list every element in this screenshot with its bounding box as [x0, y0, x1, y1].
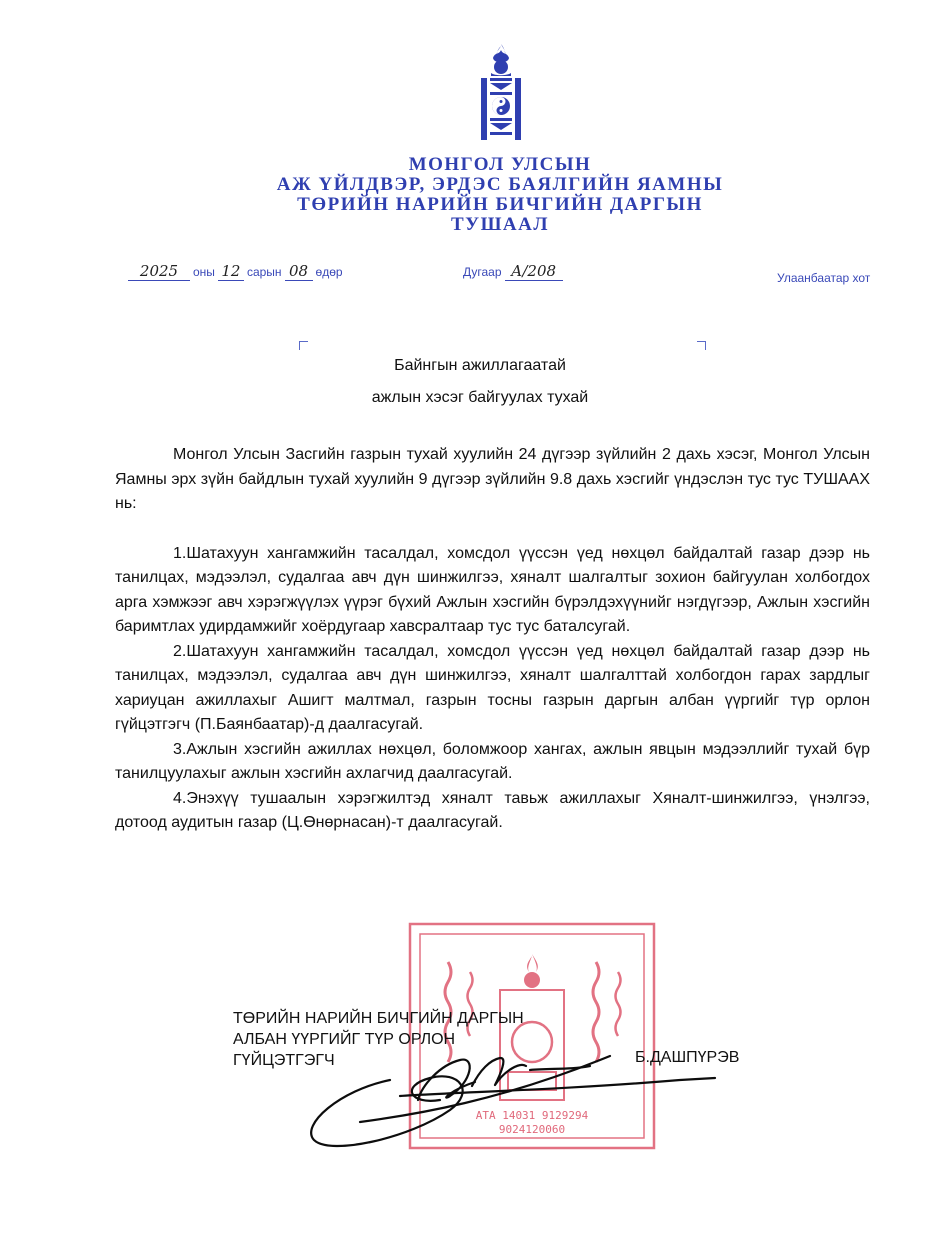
subject-line-2: ажлын хэсэг байгуулах тухай	[371, 389, 589, 406]
date-month: 12	[218, 262, 244, 281]
order-number	[463, 262, 563, 281]
subject-line-1: Байнгын ажиллагаатай	[394, 357, 566, 374]
signer-name: Б.ДАШПҮРЭВ	[635, 1049, 740, 1066]
place: Улаанбаатар хот	[777, 271, 871, 285]
order-number-label: Дугаар	[463, 265, 502, 279]
order-item-2: 2.Шатахуун хангамжийн тасалдал, хомсдол үүссэн үед нөхцөл байдалтай газар дээр нь танилцах, мэдээлэл, судалгаа авч дүн шинжилгээ, хяналт шалгалттай холбогдон гарах зардлыг хариуцан ажиллахыг Ашигт малтмал, газрын тосны газрын даргын албан үүргийг түр орлон гүйцэтгэгч (П.Баянбаатар)-д даалгасугай.	[115, 642, 870, 733]
signer-title-line-2: АЛБАН ҮҮРГИЙГ ТҮР ОРЛОН	[233, 1031, 456, 1048]
date-line	[128, 262, 346, 281]
header-line-country: МОНГОЛ УЛСЫН	[408, 154, 592, 175]
stamp-code-2: 9024120060	[498, 1123, 566, 1136]
corner-mark-left	[299, 341, 308, 350]
soyombo-emblem	[473, 42, 529, 144]
header-line-secretary: ТӨРИЙН НАРИЙН БИЧГИЙН ДАРГЫН	[297, 194, 703, 215]
date-year-label: оны	[193, 265, 215, 279]
handwritten-signature	[300, 1030, 720, 1160]
date-day: 08	[285, 262, 313, 281]
document-subject	[250, 350, 710, 414]
order-item-1: 1.Шатахуун хангамжийн тасалдал, хомсдол үүссэн үед нөхцөл байдалтай газар дээр нь танилцах, мэдээлэл, судалгаа авч дүн шинжилгээ, хяналт шалгалтыг зохион байгуулан холбогдох арга хэмжээг авч хэрэгжүүлэх үүрэг бүхий Ажлын хэсгийн бүрэлдэхүүнийг нэгдүгээр, Ажлын хэсгийн баримтлах удирдамжийг хоёрдугаар хавсралтаар тус тус баталсугай.	[115, 544, 870, 635]
signer-title-line-3: ГҮЙЦЭТГЭГЧ	[233, 1052, 335, 1069]
date-day-label: өдөр	[315, 265, 343, 279]
stamp-code-1: АТА 14031 9129294	[475, 1109, 589, 1122]
order-number-value: А/208	[505, 262, 563, 281]
preamble-paragraph: Монгол Улсын Засгийн газрын тухай хуулийн 24 дүгээр зүйлийн 2 дахь хэсэг, Монгол Улсын Яамны эрх зүйн байдлын тухай хуулийн 9 дүгээр зүйлийн 9.8 дахь хэсгийг үндэслэн тус тус ТУШААХ нь:	[115, 446, 870, 512]
corner-mark-right	[697, 341, 706, 350]
document-header	[200, 155, 800, 235]
document-body	[115, 443, 870, 836]
date-month-label: сарын	[246, 265, 282, 279]
header-line-ministry: АЖ ҮЙЛДВЭР, ЭРДЭС БАЯЛГИЙН ЯАМНЫ	[276, 174, 724, 195]
order-item-3: 3.Ажлын хэсгийн ажиллах нөхцөл, боломжоор хангах, ажлын явцын мэдээллийг тухай бүр танилцуулахыг ажлын хэсгийн ахлагчид даалгасугай.	[115, 740, 870, 782]
signer-title-line-1: ТӨРИЙН НАРИЙН БИЧГИЙН ДАРГЫН	[233, 1010, 524, 1027]
date-year: 2025	[128, 262, 190, 281]
header-line-order: ТУШААЛ	[450, 214, 550, 235]
order-item-4: 4.Энэхүү тушаалын хэрэгжилтэд хяналт тавьж ажиллахыг Хяналт-шинжилгээ, үнэлгээ, дотоод аудитын газар (Ц.Өнөрнасан)-т даалгасугай.	[115, 789, 870, 831]
